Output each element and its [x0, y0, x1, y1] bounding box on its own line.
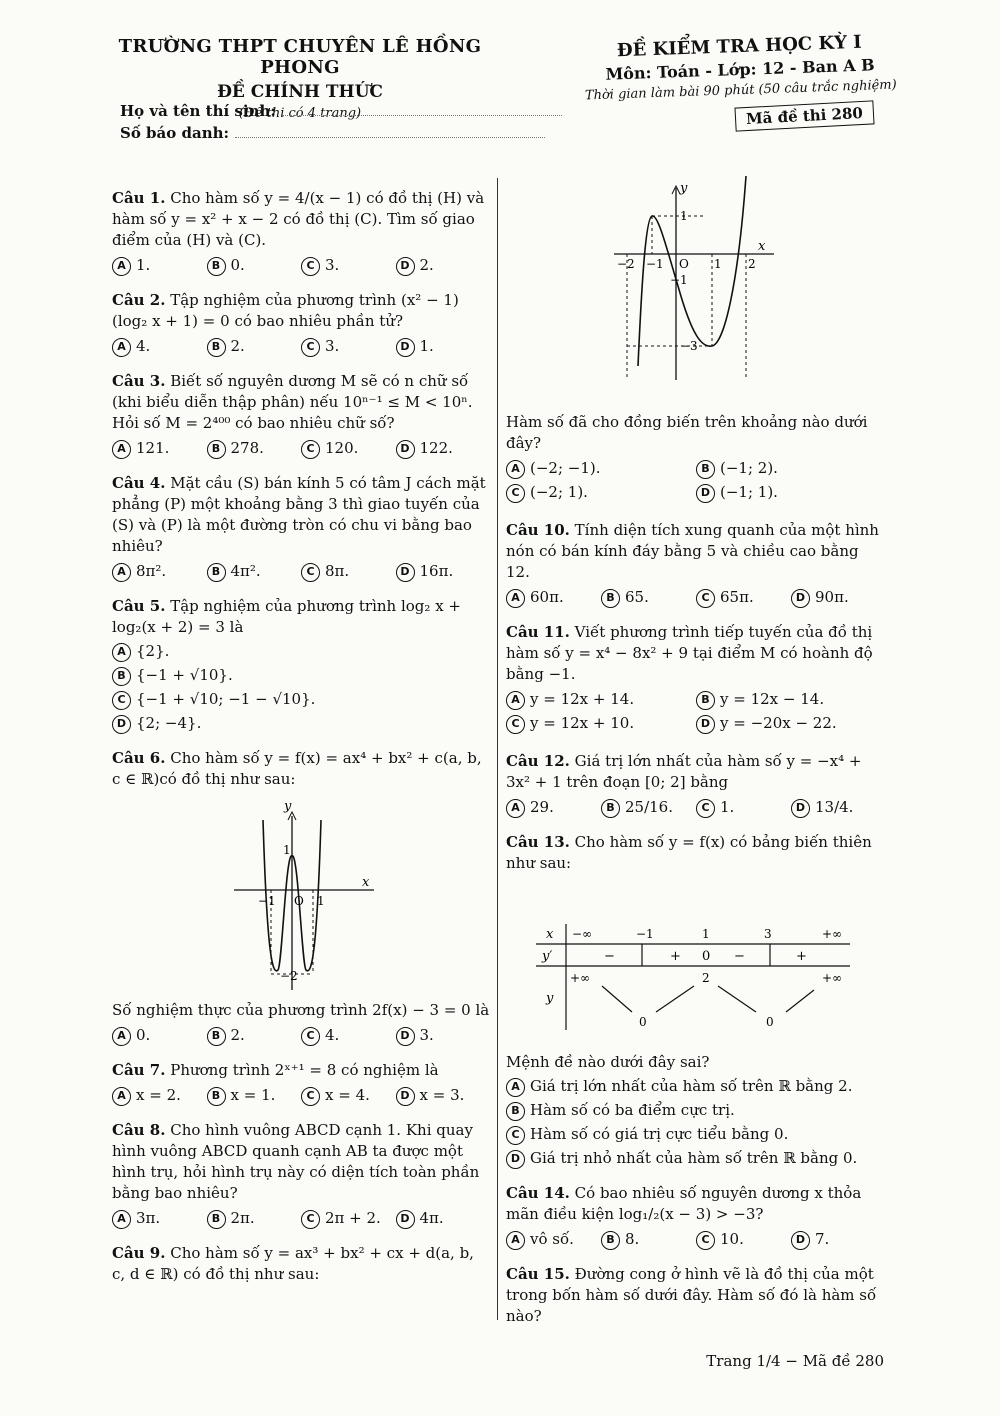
- option-text: 8π².: [136, 562, 167, 580]
- option-text: {2}.: [136, 642, 170, 660]
- yp-sign: 0: [702, 949, 711, 964]
- option-text: (−2; 1).: [530, 483, 588, 501]
- origin-label: O: [679, 257, 689, 271]
- option-letter-icon: C: [696, 1231, 715, 1250]
- option-text: 4.: [136, 337, 151, 355]
- option-d[interactable]: [696, 713, 886, 734]
- option-letter-icon: C: [301, 338, 320, 357]
- student-name-blank[interactable]: [282, 115, 562, 116]
- option-letter-icon: C: [301, 563, 320, 582]
- x-tick-1: 1: [317, 894, 325, 908]
- option-c[interactable]: [301, 438, 396, 459]
- page-footer: Trang 1/4 − Mã đề 280: [706, 1352, 884, 1370]
- question-14: [506, 1183, 886, 1250]
- question-text: Đường cong ở hình vẽ là đồ thị của một trong bốn hàm số dưới đây. Hàm số đó là hàm số nào?: [506, 1265, 877, 1325]
- x-val: 1: [702, 927, 710, 941]
- question-number: Câu 8.: [112, 1121, 166, 1139]
- option-b[interactable]: [207, 561, 302, 582]
- question-15: [506, 1264, 886, 1327]
- option-c[interactable]: [696, 797, 791, 818]
- x-val: −1: [636, 927, 654, 941]
- question-7: [112, 1060, 490, 1106]
- option-text: 3.: [325, 337, 340, 355]
- option-b[interactable]: [696, 689, 886, 710]
- option-text: (−1; 2).: [720, 459, 778, 477]
- option-text: Giá trị nhỏ nhất của hàm số trên ℝ bằng 0.: [530, 1149, 858, 1167]
- option-letter-icon: A: [112, 1210, 131, 1229]
- option-text: y = 12x + 14.: [530, 690, 635, 708]
- question-number: Câu 7.: [112, 1061, 166, 1079]
- option-a[interactable]: [112, 1208, 207, 1229]
- question-text: Viết phương trình tiếp tuyến của đồ thị hàm số y = x⁴ − 8x² + 9 tại điểm M có hoành độ bằng −1.: [506, 623, 873, 683]
- options: [506, 458, 886, 506]
- option-letter-icon: D: [791, 589, 810, 608]
- option-d[interactable]: [396, 1085, 491, 1106]
- option-text: 7.: [815, 1230, 830, 1248]
- option-letter-icon: D: [791, 1231, 810, 1250]
- yp-sign: +: [796, 949, 807, 964]
- option-letter-icon: D: [696, 715, 715, 734]
- x-val: 3: [764, 927, 772, 941]
- y-val: +∞: [570, 971, 591, 985]
- x-label: x: [362, 875, 370, 890]
- question-text: Giá trị lớn nhất của hàm số y = −x⁴ + 3x² + 1 trên đoạn [0; 2] bằng: [506, 752, 862, 791]
- option-letter-icon: A: [112, 257, 131, 276]
- question-text: Cho hàm số y = f(x) = ax⁴ + bx² + c(a, b, c ∈ ℝ)có đồ thị như sau:: [112, 749, 482, 788]
- option-c[interactable]: [696, 587, 791, 608]
- option-letter-icon: B: [112, 667, 131, 686]
- option-d[interactable]: [112, 713, 490, 734]
- question-10: [506, 520, 886, 608]
- question-number: Câu 14.: [506, 1184, 570, 1202]
- origin-label: O: [294, 894, 304, 908]
- option-a[interactable]: [112, 336, 207, 357]
- option-letter-icon: A: [112, 643, 131, 662]
- question-text: Cho hình vuông ABCD cạnh 1. Khi quay hình vuông ABCD quanh cạnh AB ta được một hình trụ, hỏi hình trụ này có diện tích toàn phần bằng bao nhiêu?: [112, 1121, 480, 1202]
- option-d[interactable]: [396, 1025, 491, 1046]
- y-val: 2: [702, 971, 710, 985]
- option-letter-icon: B: [207, 257, 226, 276]
- yp-sign: −: [734, 949, 745, 964]
- x-label: x: [758, 239, 766, 254]
- option-letter-icon: D: [396, 440, 415, 459]
- question-text: Có bao nhiêu số nguyên dương x thỏa mãn điều kiện log₁/₂(x − 3) > −3?: [506, 1184, 862, 1223]
- option-letter-icon: B: [207, 1027, 226, 1046]
- y-tick-minus3: −3: [680, 339, 698, 353]
- option-letter-icon: C: [301, 440, 320, 459]
- option-text: {2; −4}.: [136, 714, 202, 732]
- option-letter-icon: B: [207, 440, 226, 459]
- option-text: Giá trị lớn nhất của hàm số trên ℝ bằng 2.: [530, 1077, 853, 1095]
- option-a[interactable]: [506, 1229, 601, 1250]
- option-a[interactable]: [112, 438, 207, 459]
- option-text: 3.: [325, 256, 340, 274]
- option-text: 3.: [419, 1026, 434, 1044]
- student-name-label: Họ và tên thí sinh:: [120, 102, 276, 120]
- option-letter-icon: C: [696, 589, 715, 608]
- right-column: [506, 176, 886, 1341]
- option-b[interactable]: [207, 255, 302, 276]
- option-c[interactable]: [506, 482, 696, 503]
- x-tick-minus1: −1: [258, 894, 276, 908]
- options: [112, 255, 490, 276]
- y-tick-1: 1: [283, 843, 291, 857]
- option-text: (−1; 1).: [720, 483, 778, 501]
- question-number: Câu 2.: [112, 291, 166, 309]
- option-letter-icon: A: [506, 460, 525, 479]
- option-a[interactable]: [506, 458, 696, 479]
- option-d[interactable]: [396, 561, 491, 582]
- table-yp-label: y′: [542, 949, 553, 964]
- option-a[interactable]: [112, 255, 207, 276]
- question-followup: Hàm số đã cho đồng biến trên khoảng nào dưới đây?: [506, 413, 868, 452]
- option-b[interactable]: [207, 1208, 302, 1229]
- option-a[interactable]: [506, 797, 601, 818]
- options: [506, 797, 886, 818]
- options: [112, 1208, 490, 1229]
- question-6: [112, 748, 490, 1046]
- option-text: 1.: [419, 337, 434, 355]
- option-text: 4.: [325, 1026, 340, 1044]
- option-d[interactable]: [791, 797, 886, 818]
- options: [112, 561, 490, 582]
- exam-code-box: Mã đề thi 280: [734, 100, 874, 131]
- option-letter-icon: C: [506, 484, 525, 503]
- option-letter-icon: B: [696, 460, 715, 479]
- arrow-down-1: [602, 986, 632, 1012]
- option-b[interactable]: [207, 438, 302, 459]
- options: [506, 1076, 886, 1169]
- question-text: Biết số nguyên dương M sẽ có n chữ số (khi biểu diễn thập phân) nếu 10ⁿ⁻¹ ≤ M < 10ⁿ. Hỏi số M = 2⁴⁰⁰ có bao nhiêu chữ số?: [112, 372, 473, 432]
- option-b[interactable]: [696, 458, 886, 479]
- option-letter-icon: A: [506, 1231, 525, 1250]
- question-followup: Mệnh đề nào dưới đây sai?: [506, 1053, 710, 1071]
- option-d[interactable]: [791, 1229, 886, 1250]
- option-text: 29.: [530, 798, 554, 816]
- option-letter-icon: C: [506, 715, 525, 734]
- y-label: y: [284, 799, 292, 814]
- question-12: [506, 751, 886, 818]
- option-c[interactable]: [506, 713, 696, 734]
- option-text: 16π.: [419, 562, 454, 580]
- option-text: 25/16.: [625, 798, 673, 816]
- left-column: [112, 188, 490, 1299]
- student-id-label: Số báo danh:: [120, 124, 230, 142]
- question-number: Câu 15.: [506, 1265, 570, 1283]
- question-5: [112, 596, 490, 734]
- option-text: 60π.: [530, 588, 564, 606]
- option-letter-icon: B: [601, 799, 620, 818]
- option-text: 121.: [136, 439, 170, 457]
- table-y-label: y: [546, 991, 554, 1006]
- question-1: [112, 188, 490, 276]
- option-letter-icon: B: [207, 338, 226, 357]
- option-letter-icon: D: [396, 257, 415, 276]
- question-number: Câu 1.: [112, 189, 166, 207]
- option-text: 2.: [230, 337, 245, 355]
- question-3: [112, 371, 490, 459]
- option-d[interactable]: [396, 1208, 491, 1229]
- page-count-note: (Đề thi có 4 trang): [238, 106, 362, 121]
- option-text: Hàm số có giá trị cực tiểu bằng 0.: [530, 1125, 789, 1143]
- option-d[interactable]: [791, 587, 886, 608]
- question-number: Câu 3.: [112, 372, 166, 390]
- option-d[interactable]: [396, 438, 491, 459]
- option-text: 2.: [230, 1026, 245, 1044]
- official-label: ĐỀ CHÍNH THỨC: [217, 82, 383, 102]
- option-letter-icon: D: [696, 484, 715, 503]
- option-d[interactable]: [396, 255, 491, 276]
- option-letter-icon: C: [112, 691, 131, 710]
- option-b[interactable]: [207, 1085, 302, 1106]
- option-text: Hàm số có ba điểm cực trị.: [530, 1101, 735, 1119]
- option-letter-icon: A: [112, 1087, 131, 1106]
- question-text: Phương trình 2ˣ⁺¹ = 8 có nghiệm là: [170, 1061, 439, 1079]
- x-tick-minus2: −2: [617, 257, 635, 271]
- option-text: 2.: [419, 256, 434, 274]
- x-val: −∞: [572, 927, 593, 941]
- question-text: Tính diện tích xung quanh của một hình nón có bán kính đáy bằng 5 và chiều cao bằng 12.: [506, 521, 879, 581]
- option-c[interactable]: [301, 336, 396, 357]
- option-letter-icon: C: [696, 799, 715, 818]
- option-text: 0.: [136, 1026, 151, 1044]
- option-letter-icon: B: [207, 563, 226, 582]
- option-text: 1.: [720, 798, 735, 816]
- question-text: Tập nghiệm của phương trình log₂ x + log₂(x + 2) = 3 là: [112, 597, 461, 636]
- option-d[interactable]: [696, 482, 886, 503]
- option-text: {−1 + √10}.: [136, 666, 233, 684]
- option-text: x = 1.: [230, 1086, 276, 1104]
- option-text: 122.: [419, 439, 453, 457]
- question-4: [112, 473, 490, 582]
- option-a[interactable]: [506, 689, 696, 710]
- options: [112, 641, 490, 734]
- option-c[interactable]: [506, 1124, 886, 1145]
- question-text: Cho hàm số y = f(x) có bảng biến thiên như sau:: [506, 833, 872, 872]
- y-tick-1: 1: [680, 209, 688, 223]
- option-text: y = 12x − 14.: [720, 690, 825, 708]
- option-b[interactable]: [601, 797, 696, 818]
- options: [112, 438, 490, 459]
- option-text: 90π.: [815, 588, 849, 606]
- option-b[interactable]: [601, 587, 696, 608]
- option-letter-icon: B: [207, 1210, 226, 1229]
- option-letter-icon: D: [396, 1087, 415, 1106]
- option-text: (−2; −1).: [530, 459, 601, 477]
- option-a[interactable]: [112, 1085, 207, 1106]
- option-c[interactable]: [301, 1085, 396, 1106]
- option-letter-icon: B: [506, 1102, 525, 1121]
- option-letter-icon: C: [301, 1210, 320, 1229]
- options: [506, 1229, 886, 1250]
- option-text: 10.: [720, 1230, 744, 1248]
- options: [112, 1025, 490, 1046]
- table-x-label: x: [546, 927, 554, 942]
- question-9-followup: [506, 412, 886, 506]
- option-text: y = 12x + 10.: [530, 714, 635, 732]
- option-text: y = −20x − 22.: [720, 714, 837, 732]
- student-id-blank[interactable]: [235, 137, 545, 138]
- x-tick-1: 1: [714, 257, 722, 271]
- option-letter-icon: B: [601, 1231, 620, 1250]
- option-text: 0.: [230, 256, 245, 274]
- exam-title: ĐỀ KIỂM TRA HỌC KỲ I: [616, 31, 862, 62]
- option-text: 2π.: [230, 1209, 255, 1227]
- school-name: TRƯỜNG THPT CHUYÊN LÊ HỒNG PHONG: [118, 36, 482, 78]
- column-divider: [497, 178, 498, 1320]
- y-val: 0: [766, 1015, 774, 1029]
- question-number: Câu 6.: [112, 749, 166, 767]
- option-text: 13/4.: [815, 798, 854, 816]
- exam-time: Thời gian làm bài 90 phút (50 câu trắc nghiệm): [584, 77, 897, 104]
- question-number: Câu 12.: [506, 752, 570, 770]
- question-number: Câu 11.: [506, 623, 570, 641]
- option-b[interactable]: [506, 1100, 886, 1121]
- option-a[interactable]: [506, 1076, 886, 1097]
- header-right: [529, 29, 951, 106]
- options: [112, 1085, 490, 1106]
- y-tick-minus2: −2: [280, 969, 298, 983]
- option-text: x = 2.: [136, 1086, 181, 1104]
- option-letter-icon: D: [396, 1027, 415, 1046]
- question-number: Câu 10.: [506, 521, 570, 539]
- option-letter-icon: A: [506, 1078, 525, 1097]
- option-text: 65π.: [720, 588, 754, 606]
- question-number: Câu 9.: [112, 1244, 166, 1262]
- option-letter-icon: B: [696, 691, 715, 710]
- option-letter-icon: A: [506, 589, 525, 608]
- option-text: x = 3.: [419, 1086, 465, 1104]
- question-text: Cho hàm số y = 4/(x − 1) có đồ thị (H) và hàm số y = x² + x − 2 có đồ thị (C). Tìm số giao điểm của (H) và (C).: [112, 189, 485, 249]
- option-a[interactable]: [506, 587, 601, 608]
- x-tick-minus1: −1: [646, 257, 664, 271]
- question-number: Câu 4.: [112, 474, 166, 492]
- option-letter-icon: B: [207, 1087, 226, 1106]
- question-text: Tập nghiệm của phương trình (x² − 1)(log₂ x + 1) = 0 có bao nhiêu phần tử?: [112, 291, 459, 330]
- variation-table: [506, 880, 886, 1030]
- option-letter-icon: A: [506, 799, 525, 818]
- arrow-up-1: [656, 986, 694, 1012]
- option-text: x = 4.: [325, 1086, 370, 1104]
- yp-sign: −: [604, 949, 615, 964]
- option-a[interactable]: [112, 561, 207, 582]
- option-letter-icon: A: [112, 1027, 131, 1046]
- option-letter-icon: D: [396, 338, 415, 357]
- option-c[interactable]: [112, 689, 490, 710]
- option-letter-icon: C: [506, 1126, 525, 1145]
- option-text: 4π².: [230, 562, 261, 580]
- y-tick-minus1: −1: [670, 273, 688, 287]
- option-b[interactable]: [207, 336, 302, 357]
- option-letter-icon: C: [301, 1027, 320, 1046]
- cubic-graph: [506, 176, 886, 386]
- student-id-row: [120, 124, 545, 142]
- option-text: 4π.: [419, 1209, 444, 1227]
- option-text: {−1 + √10; −1 − √10}.: [136, 690, 316, 708]
- option-letter-icon: B: [601, 589, 620, 608]
- option-letter-icon: D: [396, 563, 415, 582]
- option-b[interactable]: [207, 1025, 302, 1046]
- question-number: Câu 13.: [506, 833, 570, 851]
- option-b[interactable]: [112, 665, 490, 686]
- quartic-graph: [112, 790, 490, 1000]
- option-text: 1.: [136, 256, 151, 274]
- options: [112, 336, 490, 357]
- option-text: 278.: [230, 439, 264, 457]
- option-a[interactable]: [112, 641, 490, 662]
- question-11: [506, 622, 886, 737]
- cubic-curve: [638, 176, 746, 366]
- question-followup: Số nghiệm thực của phương trình 2f(x) − 3 = 0 là: [112, 1001, 490, 1019]
- x-val: +∞: [822, 927, 843, 941]
- question-number: Câu 5.: [112, 597, 166, 615]
- question-text: Cho hàm số y = ax³ + bx² + cx + d(a, b, c, d ∈ ℝ) có đồ thị như sau:: [112, 1244, 474, 1283]
- question-text: Mặt cầu (S) bán kính 5 có tâm J cách mặt phẳng (P) một khoảng bằng 3 thì giao tuyến của (S) và (P) là một đường tròn có chu vi bằng bao nhiêu?: [112, 474, 486, 555]
- question-2: [112, 290, 490, 357]
- question-9: [112, 1243, 490, 1285]
- question-8: [112, 1120, 490, 1229]
- yp-sign: +: [670, 949, 681, 964]
- option-c[interactable]: [696, 1229, 791, 1250]
- arrow-up-2: [786, 990, 814, 1012]
- exam-subject: Môn: Toán - Lớp: 12 - Ban A B: [605, 55, 875, 84]
- option-letter-icon: A: [112, 440, 131, 459]
- option-text: 8π.: [325, 562, 350, 580]
- option-text: vô số.: [530, 1230, 574, 1248]
- option-d[interactable]: [506, 1148, 886, 1169]
- option-a[interactable]: [112, 1025, 207, 1046]
- arrow-down-2: [718, 986, 756, 1012]
- option-c[interactable]: [301, 1208, 396, 1229]
- x-tick-2: 2: [748, 257, 756, 271]
- option-c[interactable]: [301, 561, 396, 582]
- option-d[interactable]: [396, 336, 491, 357]
- option-letter-icon: D: [396, 1210, 415, 1229]
- option-text: 120.: [325, 439, 359, 457]
- options: [506, 689, 886, 737]
- option-letter-icon: C: [301, 257, 320, 276]
- option-letter-icon: A: [112, 338, 131, 357]
- option-c[interactable]: [301, 1025, 396, 1046]
- option-letter-icon: C: [301, 1087, 320, 1106]
- option-letter-icon: A: [506, 691, 525, 710]
- option-c[interactable]: [301, 255, 396, 276]
- option-letter-icon: D: [791, 799, 810, 818]
- question-13: [506, 832, 886, 1169]
- options: [506, 587, 886, 608]
- y-val: +∞: [822, 971, 843, 985]
- option-letter-icon: A: [112, 563, 131, 582]
- option-text: 3π.: [136, 1209, 161, 1227]
- student-name-row: [120, 102, 562, 120]
- y-label: y: [680, 181, 688, 196]
- option-b[interactable]: [601, 1229, 696, 1250]
- option-text: 65.: [625, 588, 649, 606]
- option-text: 8.: [625, 1230, 640, 1248]
- option-letter-icon: D: [506, 1150, 525, 1169]
- option-text: 2π + 2.: [325, 1209, 381, 1227]
- y-val: 0: [639, 1015, 647, 1029]
- option-letter-icon: D: [112, 715, 131, 734]
